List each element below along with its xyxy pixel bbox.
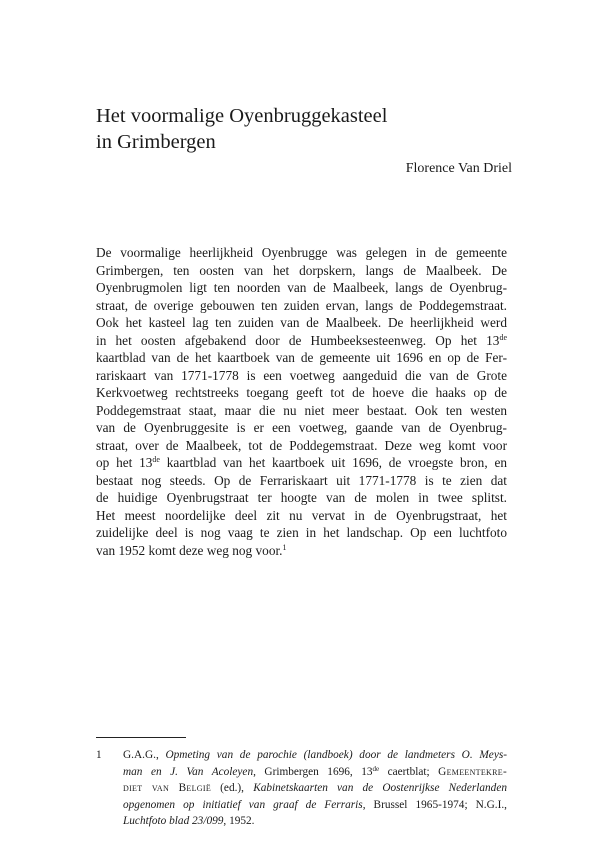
footnote-line — [123, 813, 507, 830]
footnote-text-run: caertblat; — [379, 765, 439, 778]
body-text: op het 13 — [96, 455, 153, 470]
footnote-smallcaps-run: Gemeentekre- — [438, 765, 508, 778]
body-line: De voormalige heerlijkheid Oyenbrugge was gelegen in de gemeente — [96, 245, 507, 260]
body-line: straat, over de Maalbeek, tot de Poddegemstraat. Deze weg komt voor — [96, 437, 507, 453]
title-line-2: in Grimbergen — [96, 131, 216, 153]
footnote-italic-run: Kabinetskaarten van de Oostenrijkse Nederlanden — [253, 782, 507, 794]
footnote-text-run: , Brussel 1965-1974; N.G.I., — [362, 798, 508, 811]
footnote-italic-run: man en J. Van Acoleyen — [123, 765, 254, 778]
footnote-line — [123, 797, 507, 814]
footnote-text-run: (ed.), — [211, 782, 254, 794]
article-title — [96, 103, 516, 155]
body-line — [96, 332, 507, 350]
footnote-text-run: G.A.G., — [123, 749, 166, 761]
body-paragraph — [96, 244, 507, 559]
footnote-text — [123, 747, 507, 830]
footnote-divider — [96, 737, 186, 738]
body-line — [96, 542, 507, 560]
title-line-1: Het voormalige Oyenbruggekasteel — [96, 105, 388, 127]
body-line: Oyenbrugmolen ligt ten noorden van de Maalbeek, langs de Oyenbrug- — [96, 280, 507, 295]
body-line: de huidige Oyenbrugstraat ter hoogte van de molen in twee splitst. — [96, 490, 507, 505]
body-text: kaartblad van het kaartboek uit 1696, de vroegste bron, en — [159, 455, 507, 470]
body-line: zuidelijke deel is nog vaag te zien in het landschap. Op een luchtfoto — [96, 525, 507, 540]
body-line: Poddegemstraat staat, maar die nu niet meer bestaat. Ook ten westen — [96, 402, 507, 418]
footnote-smallcaps-run: diet van België — [123, 782, 211, 794]
body-line — [96, 454, 507, 472]
body-line: Ook het kasteel lag ten zuiden van de Maalbeek. De heerlijkheid werd — [96, 315, 507, 330]
body-text: van 1952 komt deze weg nog voor. — [96, 542, 283, 558]
footnote-line — [123, 780, 507, 797]
footnote-line — [123, 764, 507, 781]
footnote-italic-run: Opmeting van de parochie (landboek) door de landmeters O. Meys- — [165, 749, 507, 761]
footnote-italic-run: opgenomen op initiatief van graaf de Ferraris — [123, 798, 363, 811]
body-line: bestaat nog steeds. Op de Ferrariskaart uit 1771-1778 is te zien dat — [96, 472, 507, 488]
ordinal-superscript: de — [152, 455, 160, 464]
author-name: Florence Van Driel — [405, 161, 512, 176]
body-line: Grimbergen, ten oosten van het dorpskern, langs de Maalbeek. De — [96, 262, 507, 278]
footnote-text-run: , 1952. — [223, 815, 255, 827]
body-line: kaartblad van de het kaartboek van de gemeente uit 1696 en op de Fer- — [96, 350, 507, 365]
body-text: in het oosten afgebakend door de Humbeeksesteenweg. Op het 13 — [96, 332, 500, 348]
footnote-italic-run: Luchtfoto blad 23/099 — [123, 815, 224, 827]
body-line: straat, de overige gebouwen ten zuiden ervan, langs de Poddegemstraat. — [96, 297, 507, 313]
ordinal-superscript: de — [372, 764, 380, 773]
body-line: Het meest noordelijke deel zit nu vervat in de Oyenbrugstraat, het — [96, 507, 507, 523]
footnote-number: 1 — [96, 749, 102, 761]
body-line: Kerkvoetweg rechtstreeks toegang geeft tot de hoeve die haaks op de — [96, 385, 507, 400]
footnote-text-run: , Grimbergen 1696, 13 — [253, 765, 373, 778]
footnote-reference[interactable]: 1 — [282, 542, 287, 552]
body-line: rariskaart van 1771-1778 is een voetweg aangeduid die van de Grote — [96, 367, 507, 383]
ordinal-superscript: de — [499, 332, 507, 342]
footnote-line — [123, 747, 507, 764]
body-line: van de Oyenbruggesite is er een voetweg, gaande van de Oyenbrug- — [96, 420, 507, 435]
